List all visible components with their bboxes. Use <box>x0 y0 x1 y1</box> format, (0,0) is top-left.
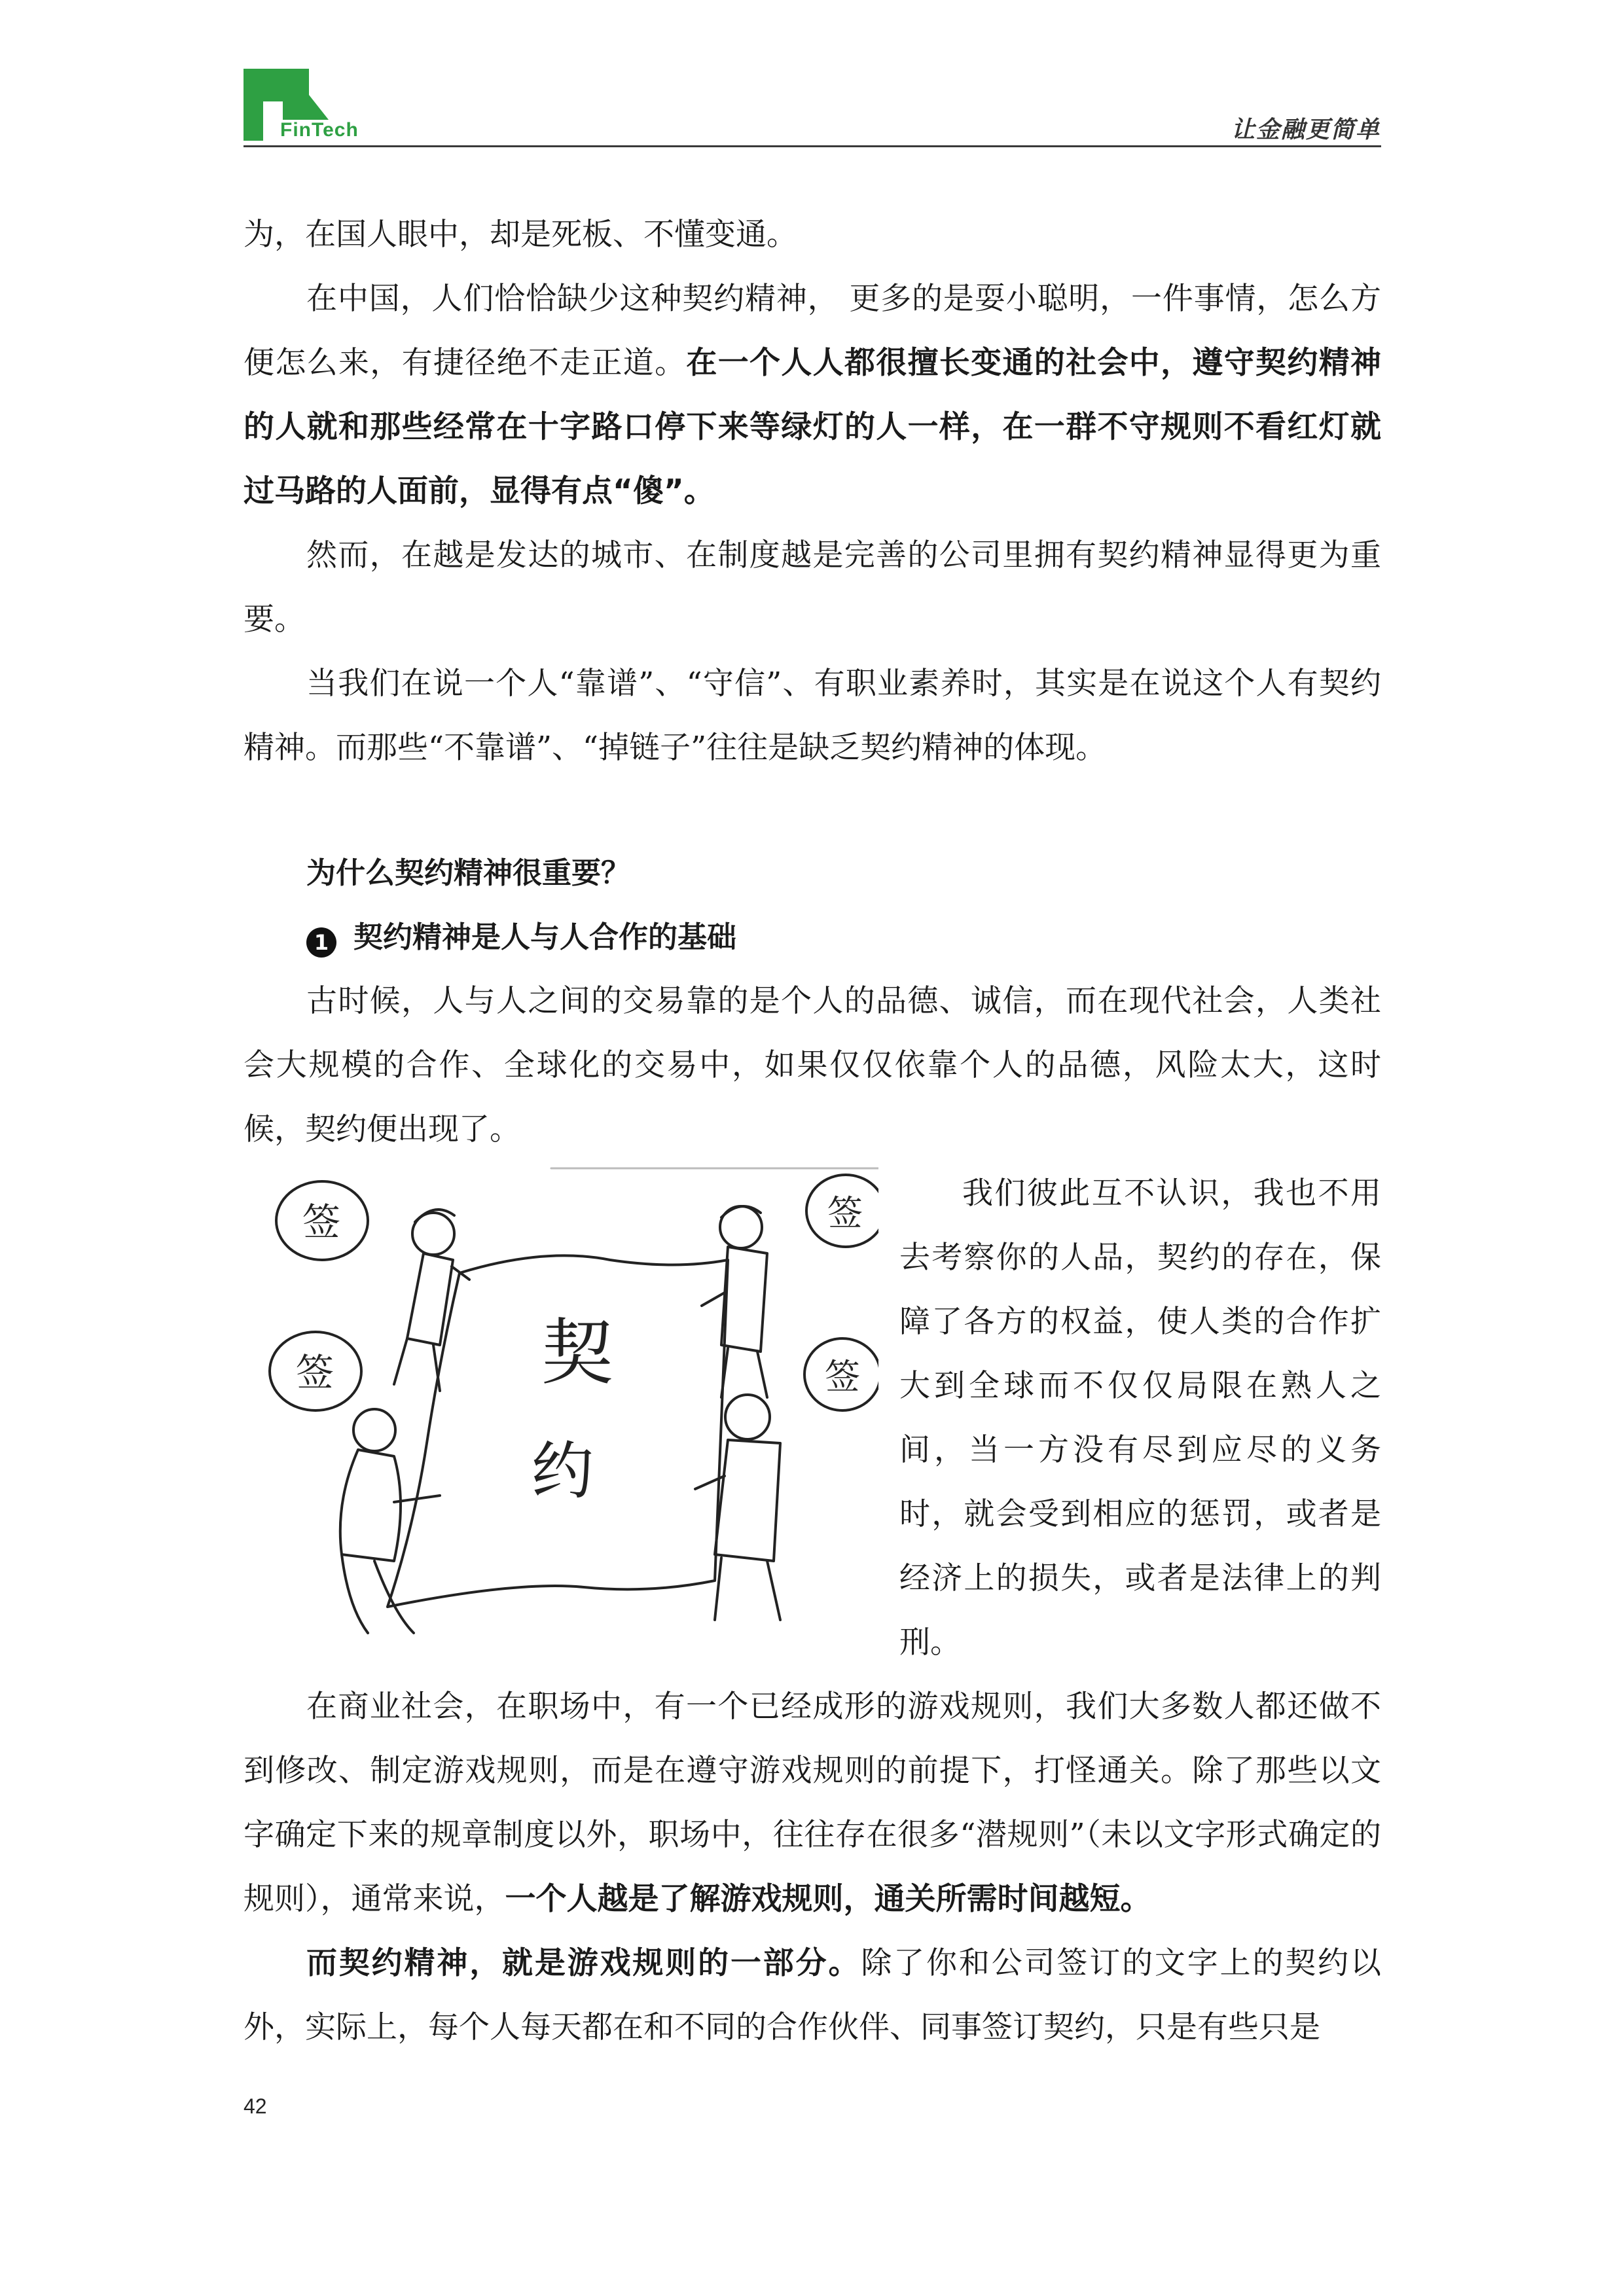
contract-cartoon <box>244 1162 878 1675</box>
contract-illustration <box>244 1162 878 1675</box>
section-gap <box>244 780 1381 841</box>
sign-bubble-2: 签 <box>296 1350 334 1395</box>
side-text-column <box>899 1162 1381 1675</box>
contract-char-2: 约 <box>532 1435 594 1507</box>
point-heading <box>244 905 1381 969</box>
sign-bubble-3: 签 <box>827 1193 863 1234</box>
paragraph-2 <box>244 267 1381 524</box>
paragraph-2-normal: 在中国，人们恰恰缺少这种契约精神， 更多的是耍小聪明，一件事情，怎么方便怎么来，有捷径绝不走正道。 <box>244 281 1381 381</box>
paragraph-4: 当我们在说一个人“靠谱”、“守信”、有职业素养时，其实是在说这个人有契约精神。而那些“不靠谱”、“掉链子”往往是缺乏契约精神的体现。 <box>244 666 1381 766</box>
point-title: 契约精神是人与人合作的基础 <box>353 920 737 954</box>
paragraph-7-bold: 而契约精神，就是游戏规则的一部分。 <box>306 1945 861 1981</box>
header-slogan: 让金融更简单 <box>1231 116 1380 143</box>
paragraph-7-normal: 除了你和公司签订的文字上的契约以外，实际上，每个人每天都在和不同的合作伙伴、同事签订契约，只是有些只是 <box>244 1945 1381 2045</box>
sign-bubble-1: 签 <box>302 1200 341 1244</box>
numbered-bullet-icon: 1 <box>306 927 336 958</box>
paragraph-6-normal: 在商业社会，在职场中，有一个已经成形的游戏规则，我们大多数人都还做不到修改、制定游戏规则，而是在遵守游戏规则的前提下，打怪通关。除了那些以文字确定下来的规章制度以外，职场中，往往存在很多“潜规则”（未以文字形式确定的规则），通常来说， <box>244 1689 1381 1917</box>
paragraph-3: 然而，在越是发达的城市、在制度越是完善的公司里拥有契约精神显得更为重要。 <box>244 537 1381 637</box>
contract-sheet <box>388 1255 728 1607</box>
paragraph-6-bold: 一个人越是了解游戏规则，通关所需时间越短。 <box>505 1881 1151 1917</box>
paragraph-5: 古时候，人与人之间的交易靠的是个人的品德、诚信，而在现代社会，人类社会大规模的合作、全球化的交易中，如果仅仅依靠个人的品德，风险太大，这时候，契约便出现了。 <box>244 983 1381 1147</box>
header-divider <box>244 145 1381 147</box>
contract-char-1: 契 <box>541 1311 613 1395</box>
section-heading: 为什么契约精神很重要？ <box>306 855 631 890</box>
page-number: 42 <box>244 2094 267 2118</box>
page-content <box>244 203 1381 2060</box>
paragraph-1: 为，在国人眼中，却是死板、不懂变通。 <box>244 217 797 253</box>
sign-bubble-4: 签 <box>825 1356 860 1397</box>
logo-text: FinTech <box>280 119 359 141</box>
figure-row <box>244 1162 1381 1675</box>
paragraph-6 <box>244 1675 1381 1931</box>
paragraph-2-bold: 在一个人人都很擅长变通的社会中，遵守契约精神的人就和那些经常在十字路口停下来等绿灯的人一样，在一群不守规则不看红灯就过马路的人面前，显得有点“傻”。 <box>244 345 1382 509</box>
paragraph-7 <box>244 1931 1381 2060</box>
paragraph-side: 我们彼此互不认识，我也不用去考察你的人品，契约的存在，保障了各方的权益，使人类的合作扩大到全球而不仅仅局限在熟人之间，当一方没有尽到应尽的义务时，就会受到相应的惩罚，或者是经济上的损失，或者是法律上的判刑。 <box>899 1175 1381 1660</box>
